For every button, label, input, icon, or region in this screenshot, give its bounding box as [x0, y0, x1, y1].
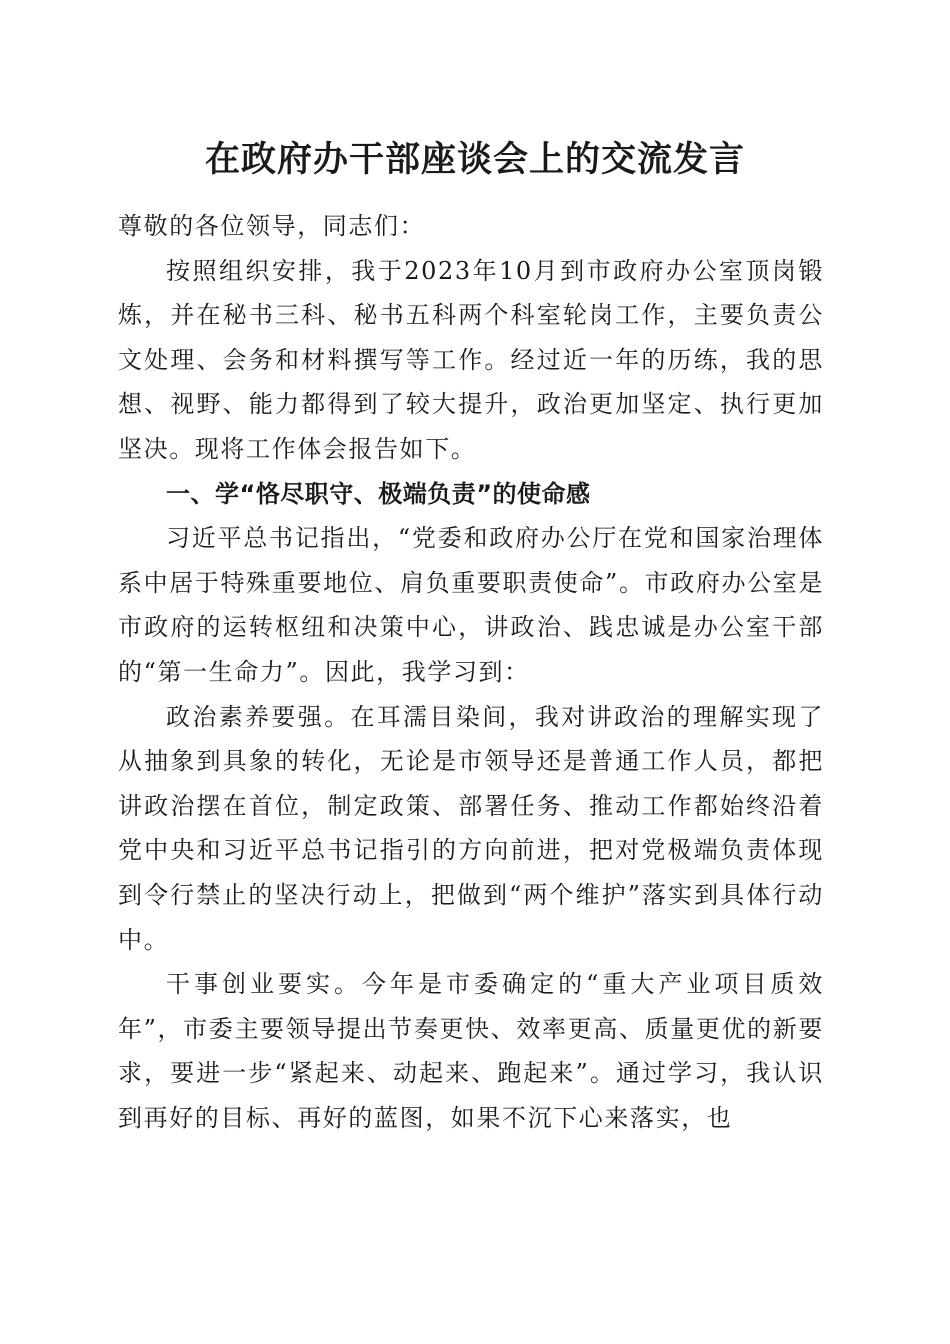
paragraph-intro: 按照组织安排，我于2023年10月到市政府办公室顶岗锻炼，并在秘书三科、秘书五科两个科室轮岗工作，主要负责公文处理、会务和材料撰写等工作。经过近一年的历练，我的思想、视野、能力都得到了较大提升，政治更加坚定、执行更加坚决。现将工作体会报告如下。 [118, 256, 824, 463]
paragraph-quote: 习近平总书记指出，“党委和政府办公厅在党和国家治理体系中居于特殊重要地位、肩负重要职责使命”。市政府办公室是市政府的运转枢纽和决策中心，讲政治、践忠诚是办公室干部的“第一生命力”。因此，我学习到： [118, 524, 824, 686]
paragraph-practical-work: 干事创业要实。今年是市委确定的“重大产业项目质效年”，市委主要领导提出节奏更快、效率更高、质量更优的新要求，要进一步“紧起来、动起来、跑起来”。通过学习，我认识到再好的目标、再好的蓝图，如果不沉下心来落实，也 [118, 970, 824, 1132]
document-body [118, 204, 824, 1140]
salutation: 尊敬的各位领导，同志们： [118, 212, 426, 240]
section-heading-1: 一、学“恪尽职守、极端负责”的使命感 [166, 479, 591, 508]
document-title: 在政府办干部座谈会上的交流发言 [204, 139, 745, 180]
paragraph-political-quality: 政治素养要强。在耳濡目染间，我对讲政治的理解实现了从抽象到具象的转化，无论是市领导还是普通工作人员，都把讲政治摆在首位，制定政策、部署任务、推动工作都始终沿着党中央和习近平总书记指引的方向前进，把对党极端负责体现到令行禁止的坚决行动上，把做到“两个维护”落实到具体行动中。 [118, 702, 824, 954]
